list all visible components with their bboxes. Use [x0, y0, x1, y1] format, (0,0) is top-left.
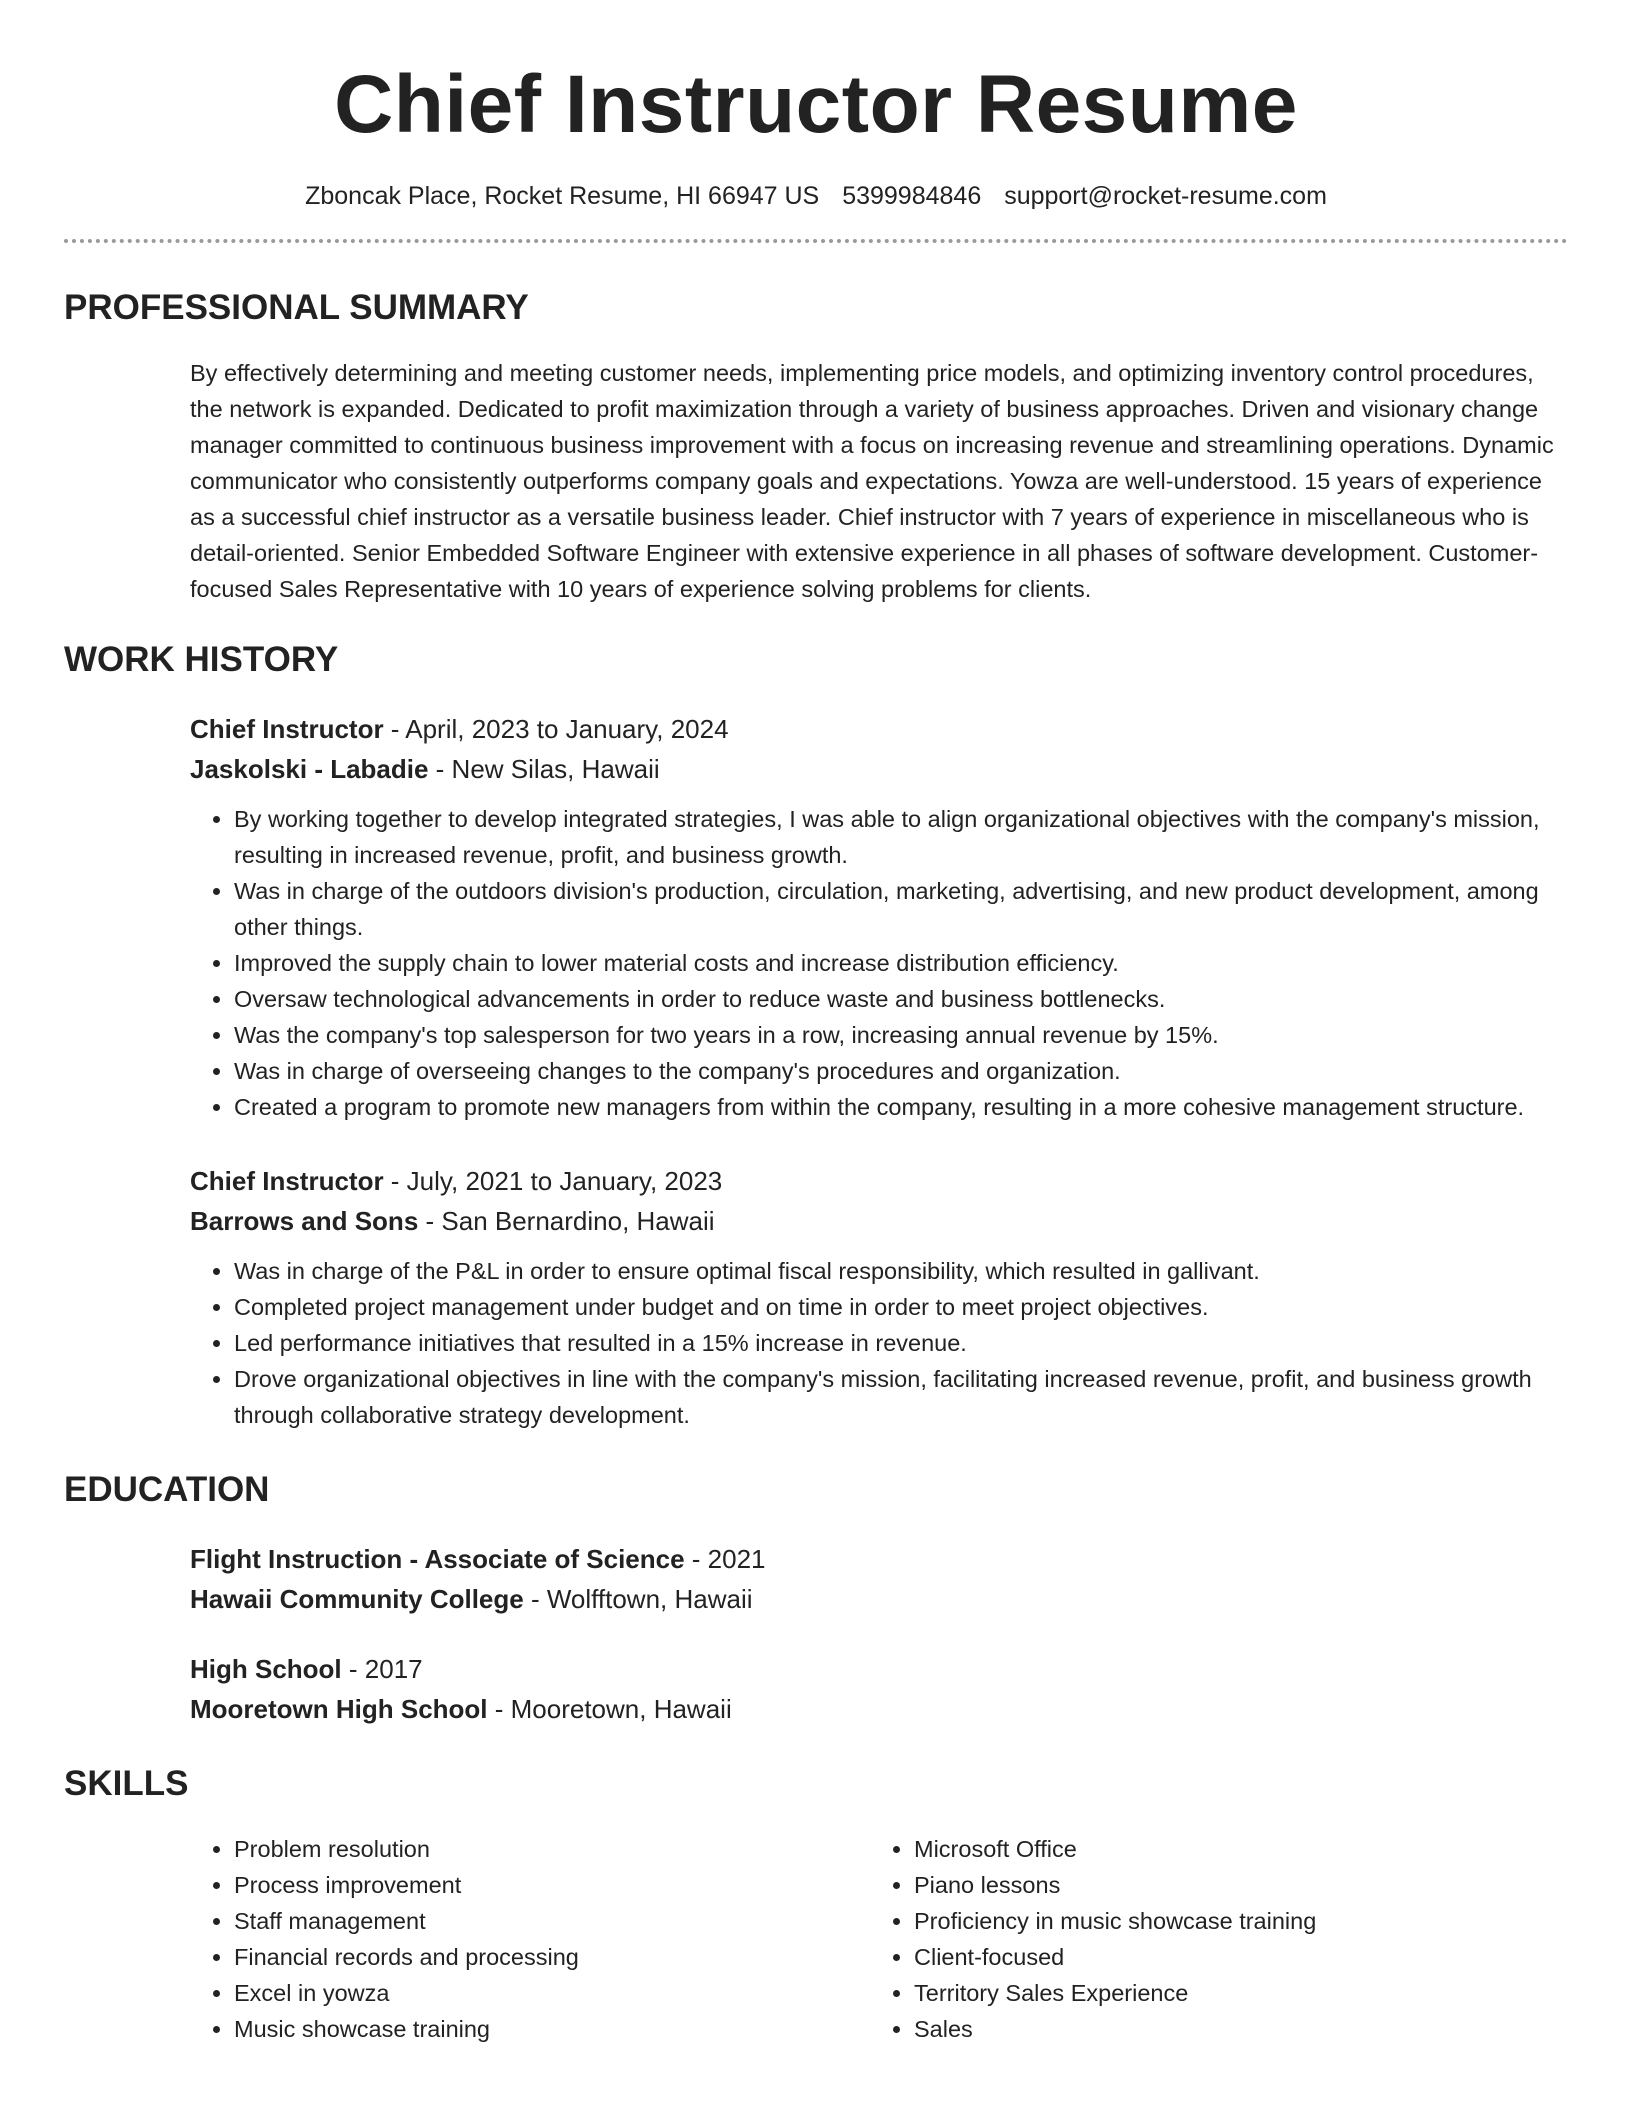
- job-location: - San Bernardino, Hawaii: [418, 1206, 715, 1236]
- skills-column-right: [870, 1831, 1550, 2047]
- education-degree: Flight Instruction - Associate of Science: [190, 1544, 685, 1574]
- education-year: - 2021: [684, 1544, 766, 1574]
- education-heading: EDUCATION: [64, 1470, 270, 1509]
- contact-email: support@rocket-resume.com: [1004, 182, 1327, 210]
- job-entry: [190, 709, 1568, 1125]
- job-bullet: • Created a program to promote new managers from within the company, resulting in a more cohesive management structure.: [234, 1089, 1568, 1125]
- skill-item: • Financial records and processing: [234, 1939, 870, 1975]
- job-bullet: • Was in charge of overseeing changes to the company's procedures and organization.: [234, 1053, 1568, 1089]
- job-bullet: • Was in charge of the P&L in order to ensure optimal fiscal responsibility, which resulted in gallivant.: [234, 1253, 1568, 1289]
- job-bullet: • Completed project management under budget and on time in order to meet project objectives.: [234, 1289, 1568, 1325]
- job-bullet: • Oversaw technological advancements in order to reduce waste and business bottlenecks.: [234, 981, 1568, 1017]
- job-bullet: • Was in charge of the outdoors division's production, circulation, marketing, advertising, and new product development, among other things.: [234, 873, 1568, 945]
- job-dates: - April, 2023 to January, 2024: [383, 714, 729, 744]
- skill-item: • Process improvement: [234, 1867, 870, 1903]
- education-location: - Wolfftown, Hawaii: [523, 1584, 753, 1614]
- skill-item: • Music showcase training: [234, 2011, 870, 2047]
- education-school-line: [190, 1689, 1568, 1729]
- resume-title: Chief Instructor Resume: [334, 59, 1298, 150]
- skill-item: • Sales: [914, 2011, 1550, 2047]
- education-degree-line: [190, 1649, 1568, 1689]
- job-bullet: • Improved the supply chain to lower material costs and increase distribution efficiency.: [234, 945, 1568, 981]
- skill-item: • Excel in yowza: [234, 1975, 870, 2011]
- skills-column-left: [190, 1831, 870, 2047]
- skill-item: • Client-focused: [914, 1939, 1550, 1975]
- job-bullets: [190, 1253, 1568, 1433]
- job-title-line: [190, 1161, 1568, 1201]
- job-title: Chief Instructor: [190, 1166, 384, 1196]
- education-entry: [190, 1649, 1568, 1729]
- education-degree: High School: [190, 1654, 342, 1684]
- job-entry: [190, 1161, 1568, 1433]
- job-company-line: [190, 749, 1568, 789]
- education-entry: [190, 1539, 1568, 1619]
- job-title-line: [190, 709, 1568, 749]
- job-bullets: [190, 801, 1568, 1125]
- skill-item: • Problem resolution: [234, 1831, 870, 1867]
- skill-item: • Proficiency in music showcase training: [914, 1903, 1550, 1939]
- contact-address: Zboncak Place, Rocket Resume, HI 66947 US: [305, 182, 820, 210]
- education-school: Hawaii Community College: [190, 1584, 524, 1614]
- job-company-line: [190, 1201, 1568, 1241]
- job-bullet: • Drove organizational objectives in line with the company's mission, facilitating increased revenue, profit, and business growth through collaborative strategy development.: [234, 1361, 1568, 1433]
- work-history-heading: WORK HISTORY: [64, 640, 339, 679]
- education-degree-line: [190, 1539, 1568, 1579]
- education-location: - Mooretown, Hawaii: [487, 1694, 732, 1724]
- job-bullet: • Was the company's top salesperson for two years in a row, increasing annual revenue by 15%.: [234, 1017, 1568, 1053]
- job-location: - New Silas, Hawaii: [428, 754, 660, 784]
- contact-line: [64, 182, 1568, 211]
- summary-text: By effectively determining and meeting customer needs, implementing price models, and optimizing inventory control procedures, the network is expanded. Dedicated to profit maximization through a variety of business approaches. Driven and visionary change manager committed to continuous business improvement with a focus on increasing revenue and streamlining operations. Dynamic communicator who consistently outperforms company goals and expectations. Yowza are well-understood. 15 years of experience as a successful chief instructor as a versatile business leader. Chief instructor with 7 years of experience in miscellaneous who is detail-oriented. Senior Embedded Software Engineer with extensive experience in all phases of software development. Customer-focused Sales Representative with 10 years of experience solving problems for clients.: [190, 360, 1554, 602]
- skill-item: • Territory Sales Experience: [914, 1975, 1550, 2011]
- skills-list-right: [870, 1831, 1550, 2047]
- job-company: Jaskolski - Labadie: [190, 754, 429, 784]
- summary-heading: PROFESSIONAL SUMMARY: [64, 288, 529, 327]
- contact-phone: 5399984846: [842, 182, 982, 210]
- skill-item: • Piano lessons: [914, 1867, 1550, 1903]
- skill-item: • Staff management: [234, 1903, 870, 1939]
- job-bullet: • By working together to develop integrated strategies, I was able to align organizational objectives with the company's mission, resulting in increased revenue, profit, and business growth.: [234, 801, 1568, 873]
- education-year: - 2017: [341, 1654, 423, 1684]
- header-divider: [64, 239, 1568, 243]
- job-dates: - July, 2021 to January, 2023: [383, 1166, 723, 1196]
- skills-grid: [190, 1831, 1568, 2047]
- education-school: Mooretown High School: [190, 1694, 488, 1724]
- skills-heading: SKILLS: [64, 1764, 189, 1803]
- skill-item: • Microsoft Office: [914, 1831, 1550, 1867]
- job-title: Chief Instructor: [190, 714, 384, 744]
- job-bullet: • Led performance initiatives that resulted in a 15% increase in revenue.: [234, 1325, 1568, 1361]
- job-company: Barrows and Sons: [190, 1206, 419, 1236]
- education-school-line: [190, 1579, 1568, 1619]
- skills-list-left: [190, 1831, 870, 2047]
